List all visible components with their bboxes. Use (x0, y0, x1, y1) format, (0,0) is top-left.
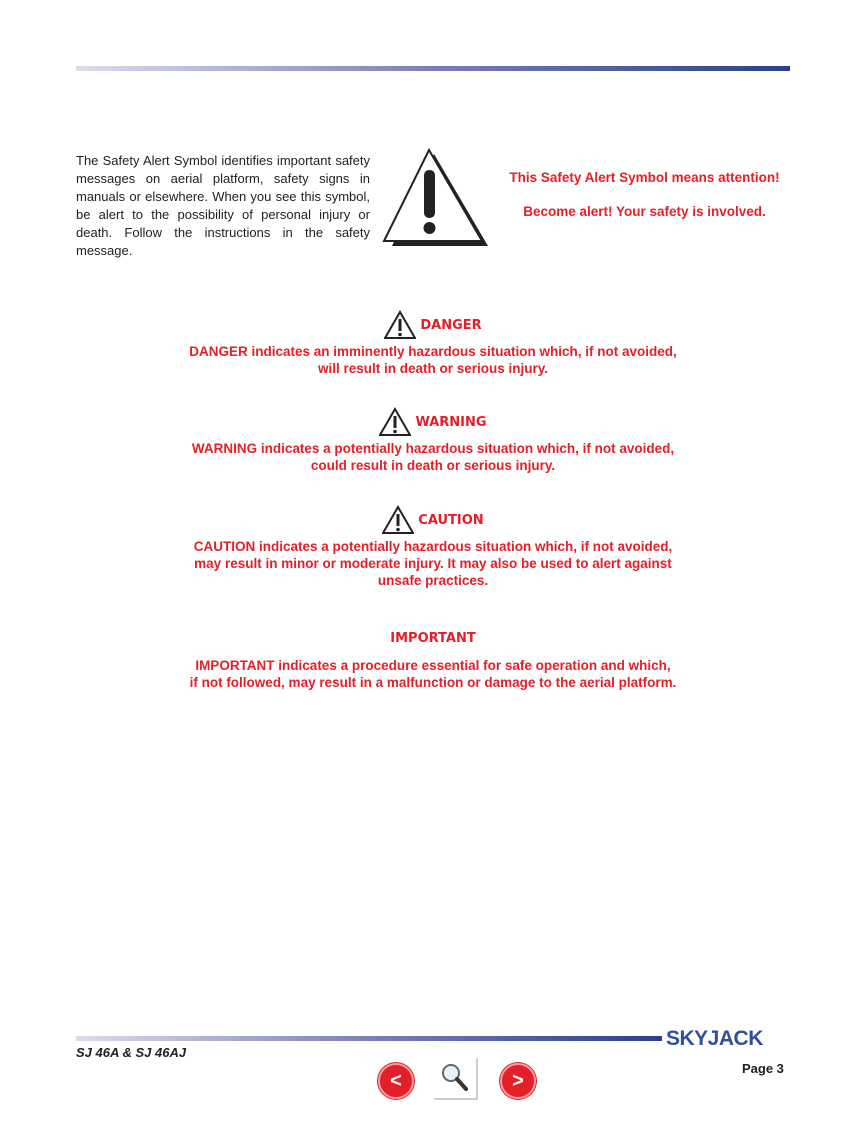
important-title: IMPORTANT (390, 631, 476, 646)
caution-heading (0, 505, 866, 535)
intro-text: The Safety Alert Symbol identifies important safety messages on aerial platform, safety signs in manuals or elsewhere. When you see this symbol, be alert to the possibility of personal injury or death. Follow the instructions in the safety message. (76, 153, 370, 258)
danger-title: DANGER (420, 317, 482, 333)
header-bar (76, 66, 790, 71)
text-line: DANGER indicates an imminently hazardous situation which, if not avoided, (189, 344, 677, 359)
skyjack-logo: SKYJACK (666, 1027, 763, 1050)
warning-triangle-icon (382, 505, 414, 535)
text-line: may result in minor or moderate injury. It may also be used to alert against (194, 556, 672, 571)
text-line: CAUTION indicates a potentially hazardous situation which, if not avoided, (193, 539, 673, 554)
alert-line-1: This Safety Alert Symbol means attention! (509, 170, 780, 185)
warning-title: WARNING (415, 414, 487, 430)
next-page-button[interactable]: > (500, 1063, 536, 1099)
warning-heading (0, 407, 866, 437)
caution-title: CAUTION (418, 512, 484, 528)
important-heading (0, 631, 866, 646)
previous-page-button[interactable]: < (378, 1063, 414, 1099)
model-label: SJ 46A & SJ 46AJ (76, 1045, 187, 1060)
text-line: if not followed, may result in a malfunction or damage to the aerial platform. (189, 675, 677, 690)
safety-alert-icon (382, 148, 492, 250)
text-line: could result in death or serious injury. (310, 458, 556, 473)
important-text (0, 657, 866, 691)
warning-text (0, 440, 866, 474)
danger-heading (0, 310, 866, 340)
page-number: Page 3 (742, 1061, 784, 1076)
footer-bar (76, 1036, 662, 1041)
danger-text (0, 343, 866, 377)
warning-triangle-icon (379, 407, 411, 437)
text-line: unsafe practices. (377, 573, 489, 588)
search-button[interactable] (432, 1056, 476, 1098)
caution-text (0, 538, 866, 589)
magnifier-icon (432, 1056, 476, 1098)
alert-line-2: Become alert! Your safety is involved. (523, 204, 766, 219)
text-line: IMPORTANT indicates a procedure essential for safe operation and which, (195, 658, 671, 673)
text-line: WARNING indicates a potentially hazardous situation which, if not avoided, (191, 441, 675, 456)
warning-triangle-icon (384, 310, 416, 340)
text-line: will result in death or serious injury. (317, 361, 549, 376)
